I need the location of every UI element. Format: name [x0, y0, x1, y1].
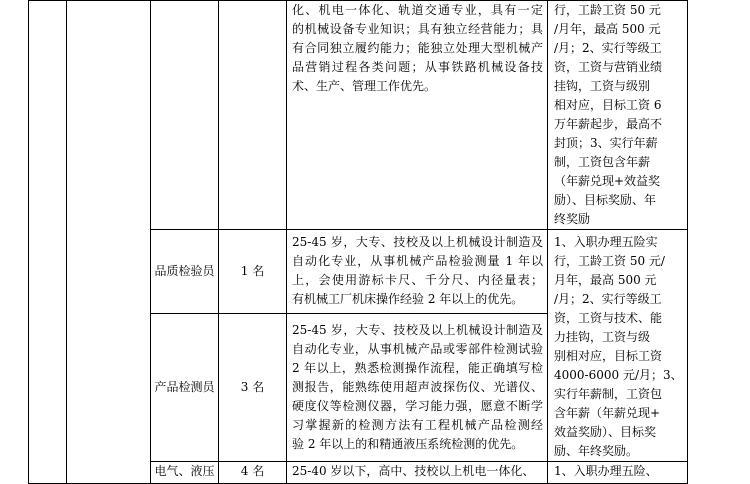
- salary-line: （年薪兑现+效益奖: [554, 174, 661, 188]
- position-title-cell: 产品检测员: [151, 314, 219, 462]
- headcount-cell: [219, 1, 287, 230]
- table-row: [29, 1, 688, 230]
- blank-cell-a: [29, 1, 67, 484]
- salary-line: /月；2、实行等级工: [554, 41, 662, 55]
- requirement-line: 上，会使用游标卡尺、千分尺、内径量表；: [292, 273, 543, 287]
- salary-cell: [548, 230, 688, 462]
- salary-line: 含年薪（年薪兑现+: [554, 406, 661, 420]
- salary-line: 力挂钩，工资与级: [554, 330, 651, 344]
- blank-cell-b: [67, 1, 151, 484]
- position-title-cell: 电气、液压: [151, 462, 219, 484]
- salary-line: 资，工资与营销业绩: [554, 60, 663, 74]
- requirement-line: 2 年以上，熟悉检测操作流程，能正确填写检: [292, 361, 543, 376]
- salary-line: 1、入职办理五险、: [554, 464, 658, 478]
- requirement-line: 化、机电一体化、轨道交通专业，具有一定: [292, 3, 543, 17]
- salary-line: 月年，最高 500 元: [554, 273, 657, 287]
- salary-line: 资，工资与技术、能: [554, 311, 663, 325]
- headcount-cell: 1 名: [219, 230, 287, 314]
- requirement-cell: [287, 314, 548, 462]
- salary-line: 效益奖励）、目标奖: [554, 425, 657, 439]
- salary-line: 封顶；3、实行年薪: [554, 136, 658, 150]
- position-title-cell: 品质检验员: [151, 230, 219, 314]
- requirement-line: 品营销过程各类问题；从事铁路机械设备技: [292, 60, 543, 74]
- salary-line: 相对应，目标工资 6: [554, 98, 662, 112]
- requirement-line: 25-40 岁以下，高中、技校以上机电一体化、: [292, 464, 535, 478]
- salary-line: 制，工资包含年薪: [554, 155, 651, 169]
- requirement-line: 有机械工厂机床操作经验 2 年以上的优先。: [292, 292, 524, 306]
- salary-cell: [548, 1, 688, 230]
- requirement-line: 25-45 岁，大专、技校及以上机械设计制造及: [292, 235, 543, 249]
- requirement-cell: [287, 1, 548, 230]
- salary-line: /月年，最高 500 元: [554, 22, 661, 36]
- salary-line: 行，工龄工资 50 元: [554, 3, 661, 17]
- requirement-cell: [287, 462, 548, 484]
- requirement-line: 的机械设备专业知识；具有独立经营能力；具: [292, 22, 543, 36]
- salary-line: 万年薪起步，最高不: [554, 117, 663, 131]
- salary-line: 励、年终奖励。: [554, 444, 639, 458]
- requirement-line: 自动化专业，从事机械产品检验测量 1 年以: [292, 254, 543, 268]
- salary-line: 行，工龄工资 50 元/: [554, 254, 665, 268]
- job-table: [28, 0, 688, 484]
- headcount-cell: 3 名: [219, 314, 287, 462]
- position-title-cell: [151, 1, 219, 230]
- requirement-line: 有合同独立履约能力；能独立处理大型机械产: [292, 41, 543, 55]
- salary-line: 4000-6000 元/月；3、: [554, 368, 683, 382]
- salary-line: /月；2、实行等级工: [554, 292, 662, 306]
- requirement-line: 验 2 年以上的和精通液压系统检测的优先。: [292, 437, 524, 452]
- salary-cell: [548, 462, 688, 484]
- salary-line: 励）、目标奖励、年: [554, 193, 657, 207]
- requirement-line: 术、生产、管理工作优先。: [292, 79, 437, 93]
- headcount-cell: 4 名: [219, 462, 287, 484]
- requirement-line: 硬度仪等检测仪器，学习能力强，愿意不断学: [292, 399, 543, 414]
- salary-line: 别相对应，目标工资: [554, 349, 663, 363]
- requirement-cell: [287, 230, 548, 314]
- salary-line: 1、入职办理五险实: [554, 235, 658, 249]
- requirement-line: 25-45 岁，大专、技校及以上机械设计制造及: [292, 323, 543, 338]
- requirement-line: 自动化专业，从事机械产品或零部件检测试验: [292, 342, 543, 357]
- salary-line: 实行年薪制，工资包: [554, 387, 663, 401]
- requirement-line: 测报告，能熟练使用超声波探伤仪、光谱仪、: [292, 380, 543, 395]
- salary-line: 挂钩，工资与级别: [554, 79, 651, 93]
- salary-line: 终奖励: [554, 212, 591, 226]
- requirement-line: 习掌握新的检测方法有工程机械产品检测经: [292, 418, 543, 433]
